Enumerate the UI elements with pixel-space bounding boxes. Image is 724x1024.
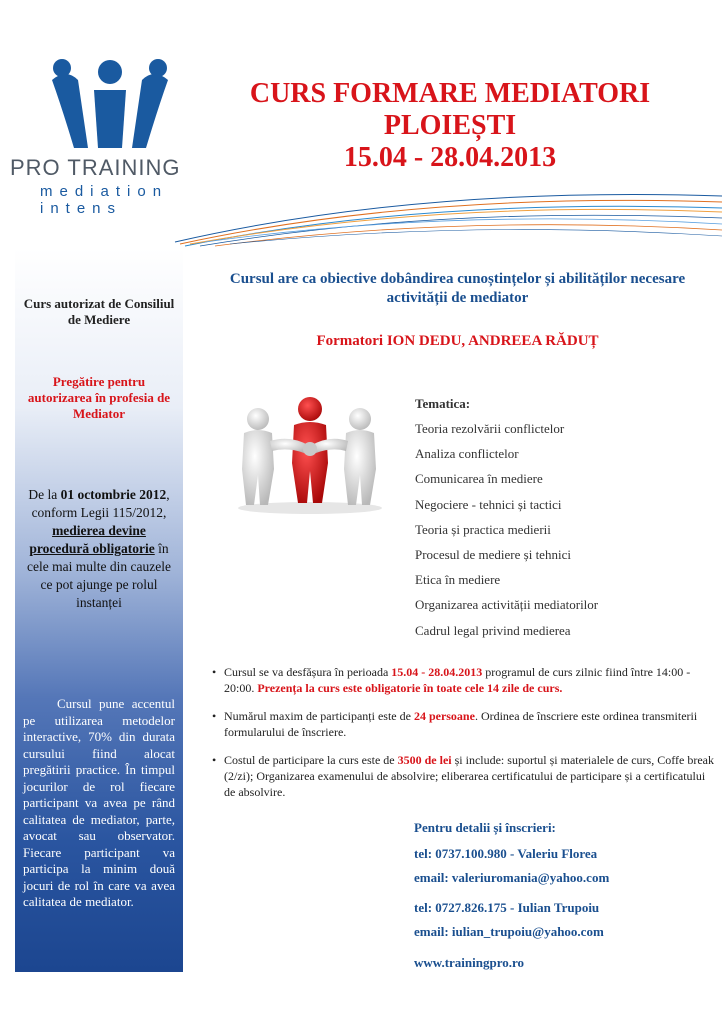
- sidebar-authorized: Curs autorizat de Consiliul de Mediere: [23, 296, 175, 327]
- course-objective: Cursul are ca obiective dobândirea cunoștințelor și abilităților necesare activității de mediator: [229, 271, 686, 306]
- logo-name: PRO TRAINING: [10, 155, 181, 180]
- detail-schedule: • Cursul se va desfășura în perioada 15.04 - 28.04.2013 programul de curs zilnic fiind între 14:00 - 20:00. Prezența la curs este obligatorie în toate cele 14 zile de curs.: [210, 664, 715, 696]
- law-date: 01 octombrie 2012: [60, 487, 167, 502]
- logo-tagline-1: mediation: [40, 183, 169, 200]
- list-item: Teoria rezolvării conflictelor: [415, 421, 565, 436]
- contact-phone-2[interactable]: tel: 0727.826.175 - Iulian Trupoiu: [414, 900, 600, 915]
- detail-capacity: • Numărul maxim de participanți este de 24 persoane. Ordinea de înscriere este ordinea transmiterii formularului de înscriere.: [210, 708, 715, 740]
- title-dates: 15.04 - 28.04.2013: [343, 142, 557, 173]
- topics-heading: Tematica:: [415, 396, 471, 411]
- sidebar: [15, 248, 183, 972]
- topics-list: [415, 421, 598, 648]
- list-item: Cadrul legal privind medierea: [415, 622, 571, 638]
- sidebar-preparation: Pregătire pentru autorizarea în profesia de Mediator: [27, 374, 171, 421]
- list-item: Teoria și practica medierii: [415, 521, 551, 537]
- website-link[interactable]: www.trainingpro.ro: [414, 955, 525, 970]
- course-details: [210, 664, 715, 812]
- sidebar-description: Cursul pune accentul pe utilizarea metodelor interactive, 70% din durata cursului fiind alocat pregătirii practice. În timpul jocurilor de rol fiecare participant va avea pe rând calitatea de mediator, parte, avocat sau observator. Fiecare participant va participa la minim două jocuri de rol în care va avea calitatea de mediator.: [23, 696, 175, 909]
- logo-tagline-2: intens: [40, 200, 123, 217]
- title-line-1: CURS FORMARE MEDIATORI: [249, 78, 651, 109]
- list-item: Negociere - tehnici și tactici: [415, 496, 562, 512]
- list-item: Etica în mediere: [415, 572, 501, 588]
- law-emphasis: medierea devine procedură obligatorie: [29, 523, 155, 556]
- page-title: [210, 78, 690, 174]
- contacts-heading: Pentru detalii și înscrieri:: [414, 820, 556, 835]
- detail-cost: • Costul de participare la curs este de 3500 de lei și include: suportul și materialele de curs, Coffe break (2/zi); Organizarea examenului de absolvire; eliberarea certificatului de participare și a certificatului de absolvire.: [210, 752, 715, 800]
- title-line-2: PLOIEȘTI: [383, 110, 517, 141]
- list-item: Organizarea activității mediatorilor: [415, 597, 599, 613]
- list-item: Procesul de mediere și tehnici: [415, 546, 571, 562]
- contact-email-2[interactable]: email: iulian_trupoiu@yahoo.com: [414, 924, 604, 939]
- decorative-swoosh: [0, 178, 724, 248]
- list-item: Analiza conflictelor: [415, 446, 519, 462]
- list-item: Comunicarea în mediere: [415, 471, 543, 487]
- contact-phone-1[interactable]: tel: 0737.100.980 - Valeriu Florea: [414, 846, 598, 861]
- contact-email-1[interactable]: email: valeriuromania@yahoo.com: [414, 870, 610, 885]
- teamwork-figures-icon: [230, 395, 390, 515]
- logo-mark-icon: [48, 58, 172, 150]
- sidebar-law-note: De la 01 octombrie 2012, conform Legii 115/2012, medierea devine procedură obligatorie în cele mai multe din cauzele ce pot ajunge pe rolul instanței: [27, 487, 171, 610]
- trainers: Formatori ION DEDU, ANDREEA RĂDUȚ: [316, 333, 599, 349]
